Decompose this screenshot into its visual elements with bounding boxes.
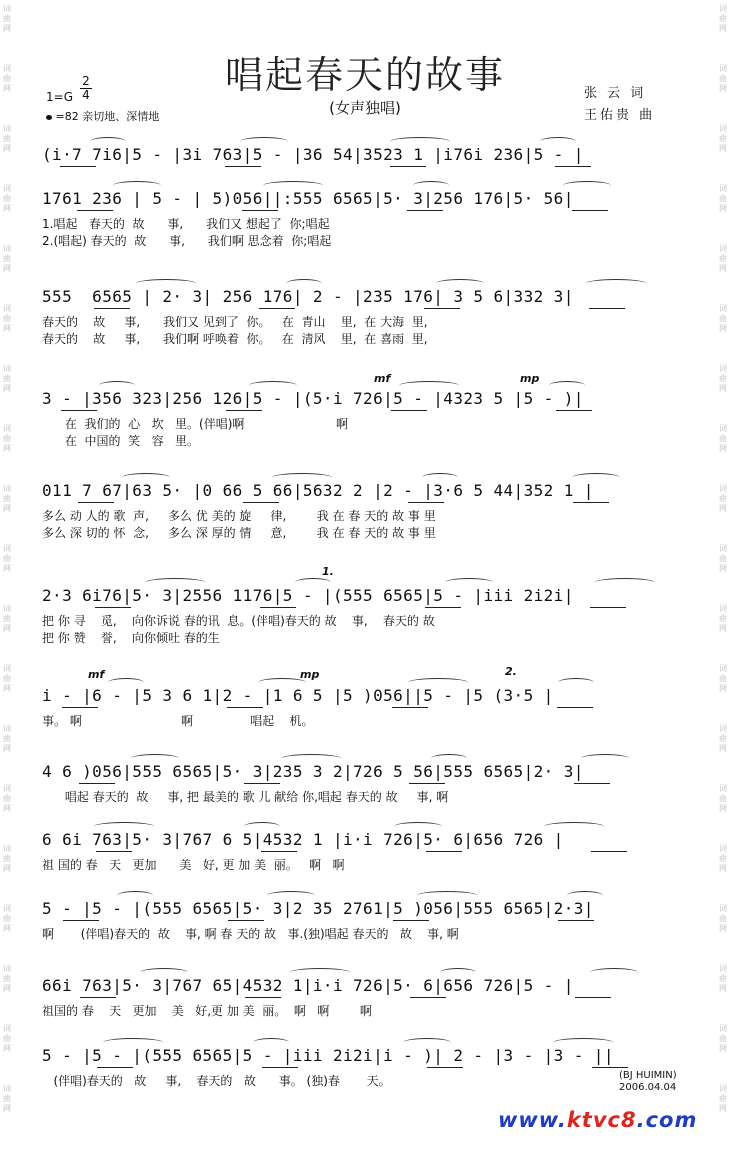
slur-arc xyxy=(136,279,196,288)
slur-arc xyxy=(436,279,484,288)
slur-arc xyxy=(131,754,179,763)
score-notes-line: 011 7 67|63 5· |0 66 5 66|5632 2 |2 - |3·6 5 44|352 1 | xyxy=(42,481,594,500)
beam-underline xyxy=(96,851,132,852)
slur-arc xyxy=(108,678,144,687)
lyric-line: 春天的 故 事, 我们啊 呼唤着 你。 在 清风 里, 在 喜雨 里, xyxy=(42,332,428,346)
score-notes-line: 5 - |5 - |(555 6565|5· 3|2 35 2761|5 )056|555 6565|2·3| xyxy=(42,899,594,918)
slur-arc xyxy=(549,381,585,390)
side-watermark-text: 词 曲 网 xyxy=(3,124,11,153)
slur-arc xyxy=(445,578,493,587)
beam-underline xyxy=(260,607,296,608)
score-notes-line: 6 6i 763|5· 3|767 6 5|4532 1 |i·i 726|5· 6|656 726 | xyxy=(42,830,564,849)
beam-underline xyxy=(226,410,262,411)
side-watermark-text: 词 曲 网 xyxy=(719,844,727,873)
left-watermark-strip xyxy=(0,0,14,1158)
slur-arc xyxy=(422,473,458,482)
beam-underline xyxy=(62,707,98,708)
side-watermark-text: 词 曲 网 xyxy=(3,604,11,633)
watermark-brand: ktvc8 xyxy=(566,1108,637,1132)
beam-underline xyxy=(390,166,426,167)
lyric-line: 唱起 春天的 故 事, 把 最美的 歌 儿 献给 你,唱起 春天的 故 事, 啊 xyxy=(42,790,449,804)
beam-underline xyxy=(80,997,116,998)
tempo-value: =82 xyxy=(55,110,79,123)
slur-arc xyxy=(399,381,459,390)
slur-arc xyxy=(394,822,442,831)
signature-date: 2006.04.04 xyxy=(619,1082,677,1093)
beam-underline xyxy=(97,1067,133,1068)
side-watermark-text: 词 曲 网 xyxy=(719,544,727,573)
score-notes-line: 4 6 )056|555 6565|5· 3|235 3 2|726 5 56|555 6565|2· 3| xyxy=(42,762,584,781)
side-watermark-text: 词 曲 网 xyxy=(719,604,727,633)
dynamic-mp: mp xyxy=(520,372,540,385)
beam-underline xyxy=(558,920,594,921)
side-watermark-text: 词 曲 网 xyxy=(3,184,11,213)
side-watermark-text: 词 曲 网 xyxy=(3,244,11,273)
side-watermark-text: 词 曲 网 xyxy=(719,304,727,333)
slur-arc xyxy=(281,754,341,763)
time-signature xyxy=(80,75,92,102)
dynamic-mf: mf xyxy=(88,668,105,681)
beam-underline xyxy=(427,1067,463,1068)
lyric-line: 在 中国的 笑 容 里。 xyxy=(42,434,200,448)
side-watermark-text: 词 曲 网 xyxy=(719,904,727,933)
beam-underline xyxy=(391,410,427,411)
score-notes-line: 66i 763|5· 3|767 65|4532 1|i·i 726|5· 6|656 726|5 - | xyxy=(42,976,574,995)
beam-underline xyxy=(245,997,281,998)
beam-underline xyxy=(242,210,278,211)
slur-arc xyxy=(581,754,629,763)
beam-underline xyxy=(591,851,627,852)
slur-arc xyxy=(390,137,450,146)
time-bottom: 4 xyxy=(80,88,92,102)
slur-arc xyxy=(413,181,449,190)
slur-arc xyxy=(440,968,476,977)
quarter-note-icon xyxy=(46,115,52,120)
slur-arc xyxy=(272,473,332,482)
tempo-marking xyxy=(46,108,159,124)
slur-arc xyxy=(295,578,331,587)
beam-underline xyxy=(572,210,608,211)
lyric-line: 把 你 赞 誉, 向你倾吐 春的生 xyxy=(42,631,220,645)
lyric-line: 春天的 故 事, 我们又 见到了 你。 在 青山 里, 在 大海 里, xyxy=(42,315,428,329)
slur-arc xyxy=(244,822,280,831)
beam-underline xyxy=(78,502,114,503)
beam-underline xyxy=(424,308,460,309)
side-watermark-text: 词 曲 网 xyxy=(719,4,727,33)
slur-arc xyxy=(263,181,323,190)
lyric-line: 啊 (伴唱)春天的 故 事, 啊 春 天的 故 事.(独)唱起 春天的 故 事, 啊 xyxy=(42,927,459,941)
lyric-line: (伴唱)春天的 故 事, 春天的 故 事。 (独)春 天。 xyxy=(42,1074,391,1088)
side-watermark-text: 词 曲 网 xyxy=(719,1024,727,1053)
side-watermark-text: 词 曲 网 xyxy=(3,424,11,453)
side-watermark-text: 词 曲 网 xyxy=(719,64,727,93)
slur-arc xyxy=(290,968,350,977)
beam-underline xyxy=(243,502,279,503)
beam-underline xyxy=(259,308,295,309)
side-watermark-text: 词 曲 网 xyxy=(3,724,11,753)
slur-arc xyxy=(99,381,135,390)
beam-underline xyxy=(94,308,130,309)
composer-credit: 王佑贵 曲 xyxy=(584,108,656,123)
slur-arc xyxy=(590,968,638,977)
expression-text: 亲切地、深情地 xyxy=(82,110,160,123)
beam-underline xyxy=(63,920,99,921)
signature-name: (BJ HUIMIN) xyxy=(619,1070,677,1081)
score-notes-line: 3 - |356 323|256 126|5 - |(5·i 726|5 - |4323 5 |5 - )| xyxy=(42,389,584,408)
beam-underline xyxy=(573,502,609,503)
slur-arc xyxy=(563,181,611,190)
side-watermark-text: 词 曲 网 xyxy=(719,784,727,813)
side-watermark-text: 词 曲 网 xyxy=(719,664,727,693)
side-watermark-text: 词 曲 网 xyxy=(3,904,11,933)
side-watermark-text: 词 曲 网 xyxy=(3,304,11,333)
side-watermark-text: 词 曲 网 xyxy=(3,664,11,693)
beam-underline xyxy=(95,607,131,608)
slur-arc xyxy=(553,1038,613,1047)
slur-arc xyxy=(431,754,467,763)
slur-arc xyxy=(540,137,576,146)
slur-arc xyxy=(140,968,188,977)
beam-underline xyxy=(261,851,297,852)
slur-arc xyxy=(103,1038,163,1047)
side-watermark-text: 词 曲 网 xyxy=(719,364,727,393)
beam-underline xyxy=(590,607,626,608)
side-watermark-text: 词 曲 网 xyxy=(3,964,11,993)
slur-arc xyxy=(113,181,161,190)
beam-underline xyxy=(409,783,445,784)
beam-underline xyxy=(426,851,462,852)
slur-arc xyxy=(586,279,646,288)
lyric-line: 1.唱起 春天的 故 事, 我们又 想起了 你;唱起 xyxy=(42,217,330,231)
side-watermark-text: 词 曲 网 xyxy=(3,784,11,813)
side-watermark-text: 词 曲 网 xyxy=(719,124,727,153)
watermark-prefix: www. xyxy=(498,1108,567,1132)
score-notes-line: 1761 236 | 5 - | 5)056||:555 6565|5· 3|256 176|5· 56| xyxy=(42,189,574,208)
lyric-line: 把 你 寻 觅, 向你诉说 春的讯 息。(伴唱)春天的 故 事, 春天的 故 xyxy=(42,614,435,628)
song-title: 唱起春天的故事 xyxy=(224,53,505,97)
score-notes-line: 2·3 6i76|5· 3|2556 1176|5 - |(555 6565|5 - |iii 2i2i| xyxy=(42,586,574,605)
slur-arc xyxy=(94,822,154,831)
dynamic-mf: mf xyxy=(374,372,391,385)
beam-underline xyxy=(592,1067,628,1068)
beam-underline xyxy=(225,166,261,167)
side-watermark-text: 词 曲 网 xyxy=(3,484,11,513)
beam-underline xyxy=(425,607,461,608)
slur-arc xyxy=(572,473,620,482)
beam-underline xyxy=(61,410,97,411)
lyricist-credit: 张 云 词 xyxy=(584,86,647,101)
key-signature: 1=G xyxy=(46,90,73,104)
lyric-line: 在 我们的 心 坎 里。(伴唱)啊 啊 xyxy=(42,417,348,431)
score-notes-line: 5 - |5 - |(555 6565|5 - |iii 2i2i|i - )| 2 - |3 - |3 - || xyxy=(42,1046,614,1065)
lyric-line: 祖国的 春 天 更加 美 好,更 加 美 丽。 啊 啊 啊 xyxy=(42,1004,372,1018)
beam-underline xyxy=(557,707,593,708)
side-watermark-text: 词 曲 网 xyxy=(719,724,727,753)
slur-arc xyxy=(253,1038,289,1047)
beam-underline xyxy=(60,166,96,167)
side-watermark-text: 词 曲 网 xyxy=(719,424,727,453)
beam-underline xyxy=(574,783,610,784)
side-watermark-text: 词 曲 网 xyxy=(719,964,727,993)
site-watermark xyxy=(498,1108,697,1132)
slur-arc xyxy=(249,381,297,390)
slur-arc xyxy=(267,891,315,900)
beam-underline xyxy=(227,707,263,708)
time-top: 2 xyxy=(82,74,90,88)
score-notes-line: 555 6565 | 2· 3| 256 176| 2 - |235 176| 3 5 6|332 3| xyxy=(42,287,574,306)
side-watermark-text: 词 曲 网 xyxy=(719,484,727,513)
beam-underline xyxy=(555,166,591,167)
beam-underline xyxy=(244,783,280,784)
beam-underline xyxy=(79,783,115,784)
beam-underline xyxy=(393,920,429,921)
signature xyxy=(619,1070,677,1094)
side-watermark-text: 词 曲 网 xyxy=(3,1024,11,1053)
slur-arc xyxy=(90,137,126,146)
slur-arc xyxy=(567,891,603,900)
beam-underline xyxy=(392,707,428,708)
beam-underline xyxy=(77,210,113,211)
slur-arc xyxy=(286,279,322,288)
lyric-line: 事。 啊 啊 唱起 机。 xyxy=(42,714,314,728)
side-watermark-text: 词 曲 网 xyxy=(3,544,11,573)
beam-underline xyxy=(408,502,444,503)
side-watermark-text: 词 曲 网 xyxy=(3,844,11,873)
slur-arc xyxy=(240,137,288,146)
slur-arc xyxy=(544,822,604,831)
right-watermark-strip xyxy=(716,0,730,1158)
side-watermark-text: 词 曲 网 xyxy=(3,4,11,33)
slur-arc xyxy=(145,578,205,587)
slur-arc xyxy=(408,678,468,687)
lyric-line: 多么 深 切的 怀 念, 多么 深 厚的 情 意, 我 在 春 天的 故 事 里 xyxy=(42,526,436,540)
lyric-line: 2.(唱起) 春天的 故 事, 我们啊 思念着 你;唱起 xyxy=(42,234,332,248)
volta-second-ending: 2. xyxy=(505,665,517,678)
side-watermark-text: 词 曲 网 xyxy=(719,244,727,273)
dynamic-mp: mp xyxy=(300,668,320,681)
song-subtitle: (女声独唱) xyxy=(329,99,401,117)
side-watermark-text: 词 曲 网 xyxy=(3,64,11,93)
beam-underline xyxy=(262,1067,298,1068)
beam-underline xyxy=(556,410,592,411)
slur-arc xyxy=(417,891,477,900)
score-notes-line: i - |6 - |5 3 6 1|2 - |1 6 5 |5 )056||5 - |5 (3·5 | xyxy=(42,686,554,705)
beam-underline xyxy=(575,997,611,998)
beam-underline xyxy=(410,997,446,998)
slur-arc xyxy=(122,473,170,482)
lyric-line: 多么 动 人的 歌 声, 多么 优 美的 旋 律, 我 在 春 天的 故 事 里 xyxy=(42,509,436,523)
side-watermark-text: 词 曲 网 xyxy=(3,364,11,393)
beam-underline xyxy=(589,308,625,309)
score-notes-line: (i·7 7i6|5 - |3i 763|5 - |36 54|3523 1 |i76i 236|5 - | xyxy=(42,145,584,164)
slur-arc xyxy=(258,678,306,687)
slur-arc xyxy=(403,1038,451,1047)
slur-arc xyxy=(558,678,594,687)
beam-underline xyxy=(228,920,264,921)
lyric-line: 祖 国的 春 天 更加 美 好, 更 加 美 丽。 啊 啊 xyxy=(42,858,345,872)
watermark-suffix: .com xyxy=(636,1108,698,1132)
side-watermark-text: 词 曲 网 xyxy=(3,1084,11,1113)
slur-arc xyxy=(117,891,153,900)
side-watermark-text: 词 曲 网 xyxy=(719,1084,727,1113)
volta-first-ending: 1. xyxy=(322,565,334,578)
slur-arc xyxy=(595,578,655,587)
beam-underline xyxy=(407,210,443,211)
side-watermark-text: 词 曲 网 xyxy=(719,184,727,213)
